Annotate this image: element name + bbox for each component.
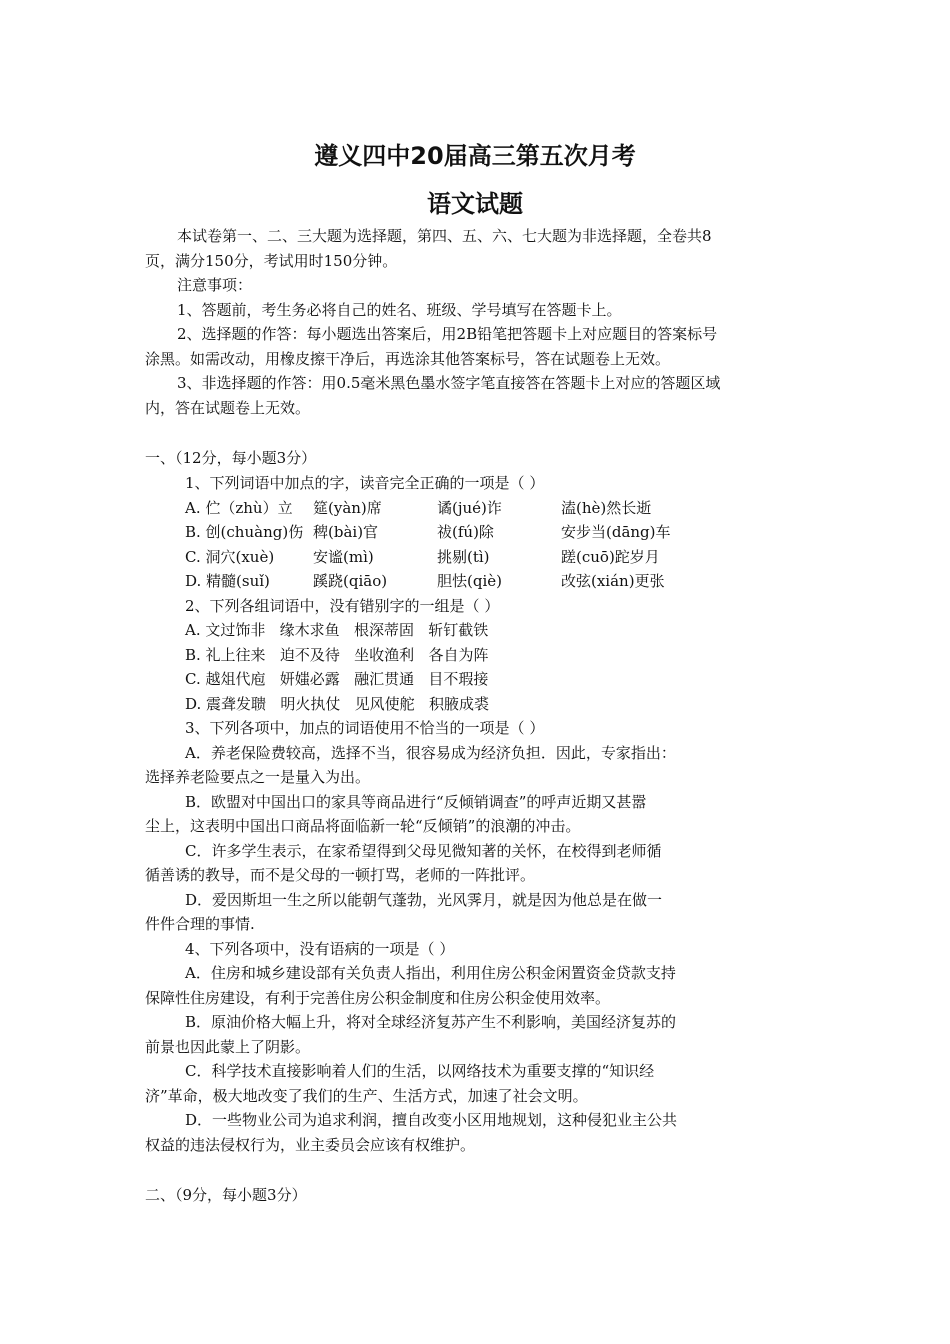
option-text: 件件合理的事情. [145, 915, 255, 933]
notice-item: 3、非选择题的作答：用0.5毫米黑色墨水签字笔直接答在答题卡上对应的答题区域 [177, 374, 721, 392]
option-text: D．一些物业公司为追求利润，擅自改变小区用地规划，这种侵犯业主公共 [185, 1111, 678, 1129]
option-text: A．住房和城乡建设部有关负责人指出，利用住房公积金闲置资金贷款支持 [185, 964, 676, 982]
option-text: 尘上，这表明中国出口商品将面临新一轮“反倾销”的浪潮的冲击。 [145, 817, 581, 835]
option-item: 安谧(mì) [313, 547, 374, 566]
option-item: A. 伫（zhù）立 [185, 498, 293, 517]
option-text: 保障性住房建设，有利于完善住房公积金制度和住房公积金使用效率。 [145, 988, 611, 1007]
option-item: 筵(yàn)席 [313, 498, 382, 517]
option-text: 权益的违法侵权行为，业主委员会应该有权维护。 [145, 1135, 476, 1154]
option-row: C. 越俎代庖 妍媸必露 融汇贯通 目不瑕接 [185, 670, 489, 688]
intro-line: 页，满分150分，考试用时150分钟。 [145, 251, 398, 270]
option-item: 谲(jué)诈 [437, 498, 502, 517]
question-stem: 4、下列各项中，没有语病的一项是（ ） [185, 939, 455, 958]
notice-item: 2、选择题的作答：每小题选出答案后，用2B铅笔把答题卡上对应题目的答案标号 [177, 325, 718, 343]
option-item: 蹉(cuō)跎岁月 [561, 547, 660, 566]
option-text: C．科学技术直接影响着人们的生活，以网络技术为重要支撑的“知识经 [185, 1062, 655, 1080]
option-text: B．欧盟对中国出口的家具等商品进行“反倾销调查”的呼声近期又甚嚣 [185, 792, 647, 811]
section-heading: 二、（9分，每小题3分） [145, 1186, 307, 1204]
question-stem: 3、下列各项中，加点的词语使用不恰当的一项是（ ） [185, 719, 545, 737]
option-item: 稗(bài)官 [313, 523, 379, 541]
option-item: 胆怯(qiè) [437, 572, 502, 590]
option-text: D．爱因斯坦一生之所以能朝气蓬勃，光风霁月，就是因为他总是在做一 [185, 890, 663, 909]
option-item: 安步当(dāng)车 [561, 523, 671, 541]
exam-title: 遵义四中20届高三第五次月考 [314, 142, 636, 170]
option-item: 溘(hè)然长逝 [561, 498, 652, 517]
option-text: 循善诱的教导，而不是父母的一顿打骂，老师的一阵批评。 [145, 866, 536, 884]
option-text: A．养老保险费较高，选择不当，很容易成为经济负担．因此，专家指出： [185, 743, 676, 762]
notice-item: 涂黑。如需改动，用橡皮擦干净后，再选涂其他答案标号，答在试题卷上无效。 [145, 349, 671, 368]
option-row [145, 520, 810, 545]
question-stem: 2、下列各组词语中，没有错别字的一组是（ ） [185, 596, 500, 615]
option-item: 祓(fú)除 [437, 523, 494, 541]
option-item: B. 创(chuàng)伤 [185, 523, 304, 541]
option-row: B. 礼上往来 迫不及待 坐收渔利 各自为阵 [185, 645, 489, 664]
option-row: D. 震聋发聩 明火执仗 见风使舵 积腋成裘 [185, 694, 489, 713]
option-item: D. 精髓(suǐ) [185, 572, 270, 590]
notice-item: 1、答题前，考生务必将自己的姓名、班级、学号填写在答题卡上。 [177, 300, 622, 319]
option-item: C. 洞穴(xuè) [185, 547, 275, 566]
exam-content [145, 224, 810, 1208]
exam-subtitle: 语文试题 [427, 190, 523, 218]
option-row [145, 496, 810, 521]
option-text: 前景也因此蒙上了阴影。 [145, 1037, 311, 1056]
option-row: A. 文过饰非 缘木求鱼 根深蒂固 斩钉截铁 [185, 621, 489, 639]
option-text: B．原油价格大幅上升，将对全球经济复苏产生不利影响，美国经济复苏的 [185, 1013, 677, 1031]
question-stem: 1、下列词语中加点的字，读音完全正确的一项是（ ） [185, 474, 545, 492]
notice-title: 注意事项： [177, 276, 253, 294]
intro-line: 本试卷第一、二、三大题为选择题，第四、五、六、七大题为非选择题，全卷共8 [177, 227, 712, 245]
option-row [145, 545, 810, 570]
option-row [145, 569, 810, 594]
option-item: 挑剔(tì) [437, 547, 490, 566]
option-text: C．许多学生表示，在家希望得到父母见微知著的关怀，在校得到老师循 [185, 841, 662, 860]
option-text: 选择养老险要点之一是量入为出。 [145, 768, 371, 786]
option-item: 改弦(xián)更张 [561, 572, 665, 590]
notice-item: 内，答在试题卷上无效。 [145, 398, 311, 417]
option-item: 蹊跷(qiāo) [313, 572, 388, 590]
section-heading: 一、（12分，每小题3分） [145, 449, 317, 467]
option-text: 济”革命，极大地改变了我们的生产、生活方式，加速了社会文明。 [145, 1086, 588, 1105]
